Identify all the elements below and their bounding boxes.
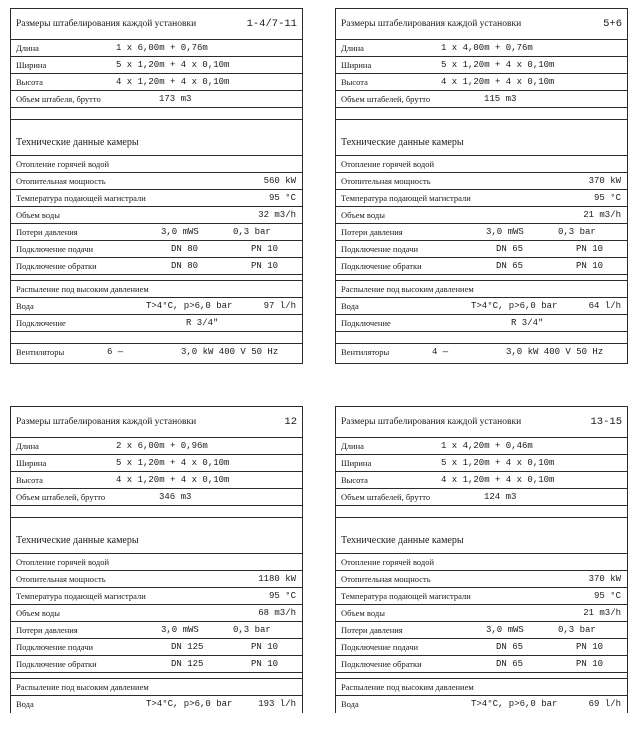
supply-pn: PN 10 (576, 642, 604, 652)
spray-water-row (336, 298, 627, 315)
sheet-header (336, 9, 627, 40)
return-dn: DN 125 (171, 659, 204, 669)
fans-count: 4 — (432, 347, 449, 357)
supply-row (336, 639, 627, 656)
pressure-loss-label: Потери давления (16, 227, 78, 237)
return-row (336, 656, 627, 673)
spacer-row (336, 506, 627, 518)
pressure-loss-row (11, 622, 302, 639)
tech-title: Технические данные камеры (341, 535, 464, 546)
connection-row (336, 315, 627, 332)
height-row (11, 472, 302, 489)
spray-water-label: Вода (341, 301, 359, 311)
sheet-tag: 1-4/7-11 (246, 18, 297, 30)
return-row (11, 656, 302, 673)
sheet-title: Размеры штабелирования каждой установки (16, 417, 197, 427)
height-value: 4 x 1,20m + 4 x 0,10m (116, 475, 230, 485)
length-value: 1 x 4,20m + 0,46m (441, 441, 533, 451)
pressure-loss-row (336, 622, 627, 639)
width-row (336, 455, 627, 472)
pressure-loss-bar: 0,3 bar (233, 625, 271, 635)
tech-section-row (336, 120, 627, 156)
length-value: 1 x 6,00m + 0,76m (116, 43, 208, 53)
pressure-loss-value: 3,0 mWS (161, 227, 199, 237)
spray-water-label: Вода (16, 301, 34, 311)
tech-section-row (11, 518, 302, 554)
height-row (336, 472, 627, 489)
height-value: 4 x 1,20m + 4 x 0,10m (441, 77, 555, 87)
height-label: Высота (341, 475, 368, 485)
spray-water-flow: 64 l/h (588, 301, 621, 311)
height-label: Высота (16, 77, 43, 87)
power-value: 560 kW (263, 176, 296, 186)
spray-water-condition: T>4°C, p>6,0 bar (146, 699, 233, 709)
volume-row (336, 91, 627, 108)
heating-title: Отопление горячей водой (16, 557, 110, 567)
volume-label: Объем штабелей, брутто (16, 492, 106, 502)
spray-water-row (11, 298, 302, 315)
spray-row (11, 281, 302, 298)
supply-label: Подключение подачи (341, 642, 419, 652)
width-label: Ширина (16, 458, 47, 468)
supply-dn: DN 125 (171, 642, 204, 652)
power-value: 370 kW (588, 176, 621, 186)
spray-water-label: Вода (341, 699, 359, 709)
tech-section-row (336, 518, 627, 554)
height-label: Высота (341, 77, 368, 87)
height-row (11, 74, 302, 91)
pressure-loss-bar: 0,3 bar (233, 227, 271, 237)
fans-row (11, 344, 302, 363)
sheet-header (11, 407, 302, 438)
pressure-loss-value: 3,0 mWS (486, 625, 524, 635)
water-label: Объем воды (341, 608, 385, 618)
spray-water-row (336, 696, 627, 713)
temp-label: Температура подающей магистрали (341, 193, 471, 203)
length-row (336, 438, 627, 455)
tech-title: Технические данные камеры (341, 137, 464, 148)
sheet-header (336, 407, 627, 438)
spray-water-row (11, 696, 302, 713)
volume-value: 115 m3 (484, 94, 517, 104)
water-label: Объем воды (16, 210, 60, 220)
spray-water-flow: 97 l/h (263, 301, 296, 311)
sheet-unit-12 (10, 406, 303, 713)
return-row (336, 258, 627, 275)
height-value: 4 x 1,20m + 4 x 0,10m (116, 77, 230, 87)
return-pn: PN 10 (251, 659, 279, 669)
supply-label: Подключение подачи (16, 244, 94, 254)
width-value: 5 x 1,20m + 4 x 0,10m (441, 458, 555, 468)
power-row (11, 571, 302, 588)
volume-row (11, 489, 302, 506)
width-row (11, 455, 302, 472)
supply-dn: DN 80 (171, 244, 199, 254)
temp-row (11, 588, 302, 605)
connection-label: Подключение (341, 318, 391, 328)
heating-row (336, 156, 627, 173)
return-dn: DN 80 (171, 261, 199, 271)
width-value: 5 x 1,20m + 4 x 0,10m (116, 60, 230, 70)
supply-label: Подключение подачи (16, 642, 94, 652)
pressure-loss-row (336, 224, 627, 241)
width-row (11, 57, 302, 74)
spray-row (11, 679, 302, 696)
supply-pn: PN 10 (576, 244, 604, 254)
width-row (336, 57, 627, 74)
volume-label: Объем штабелей, брутто (341, 94, 431, 104)
spray-title: Распыление под высоким давлением (16, 284, 149, 294)
spray-water-condition: T>4°C, p>6,0 bar (471, 301, 558, 311)
supply-label: Подключение подачи (341, 244, 419, 254)
fans-spec: 3,0 kW 400 V 50 Hz (506, 347, 604, 357)
water-label: Объем воды (341, 210, 385, 220)
length-label: Длина (341, 43, 364, 53)
temp-label: Температура подающей магистрали (16, 591, 146, 601)
water-row (11, 207, 302, 224)
fans-spec: 3,0 kW 400 V 50 Hz (181, 347, 279, 357)
heating-title: Отопление горячей водой (341, 557, 435, 567)
return-row (11, 258, 302, 275)
length-label: Длина (16, 441, 39, 451)
spacer-row (11, 108, 302, 120)
heating-title: Отопление горячей водой (16, 159, 110, 169)
volume-label: Объем штабелей, брутто (341, 492, 431, 502)
tech-title: Технические данные камеры (16, 137, 139, 148)
length-row (336, 40, 627, 57)
spray-title: Распыление под высоким давлением (341, 284, 474, 294)
return-label: Подключение обратки (16, 261, 97, 271)
length-row (11, 40, 302, 57)
supply-row (11, 639, 302, 656)
sheet-header (11, 9, 302, 40)
sheet-tag: 12 (284, 416, 297, 428)
temp-label: Температура подающей магистрали (16, 193, 146, 203)
volume-row (336, 489, 627, 506)
water-value: 21 m3/h (583, 608, 621, 618)
sheet-title: Размеры штабелирования каждой установки (341, 19, 522, 29)
spray-water-flow: 69 l/h (588, 699, 621, 709)
power-value: 1180 kW (258, 574, 296, 584)
supply-pn: PN 10 (251, 642, 279, 652)
return-dn: DN 65 (496, 261, 524, 271)
sheet-title: Размеры штабелирования каждой установки (16, 19, 197, 29)
pressure-loss-bar: 0,3 bar (558, 625, 596, 635)
water-value: 68 m3/h (258, 608, 296, 618)
connection-value: R 3/4" (186, 318, 219, 328)
power-row (336, 173, 627, 190)
sheet-title: Размеры штабелирования каждой установки (341, 417, 522, 427)
pressure-loss-value: 3,0 mWS (161, 625, 199, 635)
pressure-loss-label: Потери давления (341, 227, 403, 237)
volume-value: 124 m3 (484, 492, 517, 502)
spray-water-condition: T>4°C, p>6,0 bar (471, 699, 558, 709)
temp-row (336, 588, 627, 605)
volume-value: 173 m3 (159, 94, 192, 104)
spray-water-label: Вода (16, 699, 34, 709)
return-dn: DN 65 (496, 659, 524, 669)
supply-dn: DN 65 (496, 642, 524, 652)
sheet-units-13-15 (335, 406, 628, 713)
volume-label: Объем штабеля, брутто (16, 94, 101, 104)
return-label: Подключение обратки (341, 261, 422, 271)
spray-row (336, 679, 627, 696)
fans-label: Вентиляторы (16, 347, 65, 357)
tech-title: Технические данные камеры (16, 535, 139, 546)
spray-title: Распыление под высоким давлением (16, 682, 149, 692)
water-value: 21 m3/h (583, 210, 621, 220)
pressure-loss-row (11, 224, 302, 241)
length-label: Длина (341, 441, 364, 451)
supply-dn: DN 65 (496, 244, 524, 254)
fans-row (336, 344, 627, 363)
connection-value: R 3/4" (511, 318, 544, 328)
pressure-loss-bar: 0,3 bar (558, 227, 596, 237)
fans-count: 6 — (107, 347, 124, 357)
tech-section-row (11, 120, 302, 156)
height-label: Высота (16, 475, 43, 485)
connection-row (11, 315, 302, 332)
temp-value: 95 °C (593, 591, 621, 601)
supply-row (336, 241, 627, 258)
spray-water-flow: 193 l/h (258, 699, 296, 709)
spacer-row (11, 332, 302, 344)
spacer-row (11, 506, 302, 518)
length-value: 1 x 4,00m + 0,76m (441, 43, 533, 53)
sheet-units-1-4-7-11 (10, 8, 303, 364)
power-label: Отопительная мощность (16, 176, 106, 186)
length-value: 2 x 6,00m + 0,96m (116, 441, 208, 451)
return-label: Подключение обратки (341, 659, 422, 669)
length-label: Длина (16, 43, 39, 53)
heating-row (11, 554, 302, 571)
temp-row (11, 190, 302, 207)
width-label: Ширина (341, 60, 372, 70)
width-value: 5 x 1,20m + 4 x 0,10m (441, 60, 555, 70)
temp-label: Температура подающей магистрали (341, 591, 471, 601)
pressure-loss-label: Потери давления (341, 625, 403, 635)
supply-pn: PN 10 (251, 244, 279, 254)
return-pn: PN 10 (576, 659, 604, 669)
spray-title: Распыление под высоким давлением (341, 682, 474, 692)
pressure-loss-label: Потери давления (16, 625, 78, 635)
return-pn: PN 10 (576, 261, 604, 271)
pressure-loss-value: 3,0 mWS (486, 227, 524, 237)
temp-value: 95 °C (268, 193, 296, 203)
water-row (11, 605, 302, 622)
spray-row (336, 281, 627, 298)
spacer-row (336, 108, 627, 120)
power-label: Отопительная мощность (16, 574, 106, 584)
sheet-units-5-6 (335, 8, 628, 364)
width-label: Ширина (16, 60, 47, 70)
power-value: 370 kW (588, 574, 621, 584)
fans-label: Вентиляторы (341, 347, 390, 357)
water-value: 32 m3/h (258, 210, 296, 220)
spray-water-condition: T>4°C, p>6,0 bar (146, 301, 233, 311)
spacer-row (336, 332, 627, 344)
power-row (11, 173, 302, 190)
water-row (336, 605, 627, 622)
temp-value: 95 °C (268, 591, 296, 601)
water-label: Объем воды (16, 608, 60, 618)
heating-title: Отопление горячей водой (341, 159, 435, 169)
sheet-tag: 13-15 (590, 416, 622, 428)
temp-row (336, 190, 627, 207)
volume-value: 346 m3 (159, 492, 192, 502)
height-row (336, 74, 627, 91)
power-row (336, 571, 627, 588)
return-pn: PN 10 (251, 261, 279, 271)
sheet-tag: 5+6 (603, 18, 622, 30)
heating-row (336, 554, 627, 571)
temp-value: 95 °C (593, 193, 621, 203)
width-label: Ширина (341, 458, 372, 468)
width-value: 5 x 1,20m + 4 x 0,10m (116, 458, 230, 468)
supply-row (11, 241, 302, 258)
water-row (336, 207, 627, 224)
height-value: 4 x 1,20m + 4 x 0,10m (441, 475, 555, 485)
volume-row (11, 91, 302, 108)
heating-row (11, 156, 302, 173)
power-label: Отопительная мощность (341, 574, 431, 584)
length-row (11, 438, 302, 455)
connection-label: Подключение (16, 318, 66, 328)
power-label: Отопительная мощность (341, 176, 431, 186)
return-label: Подключение обратки (16, 659, 97, 669)
